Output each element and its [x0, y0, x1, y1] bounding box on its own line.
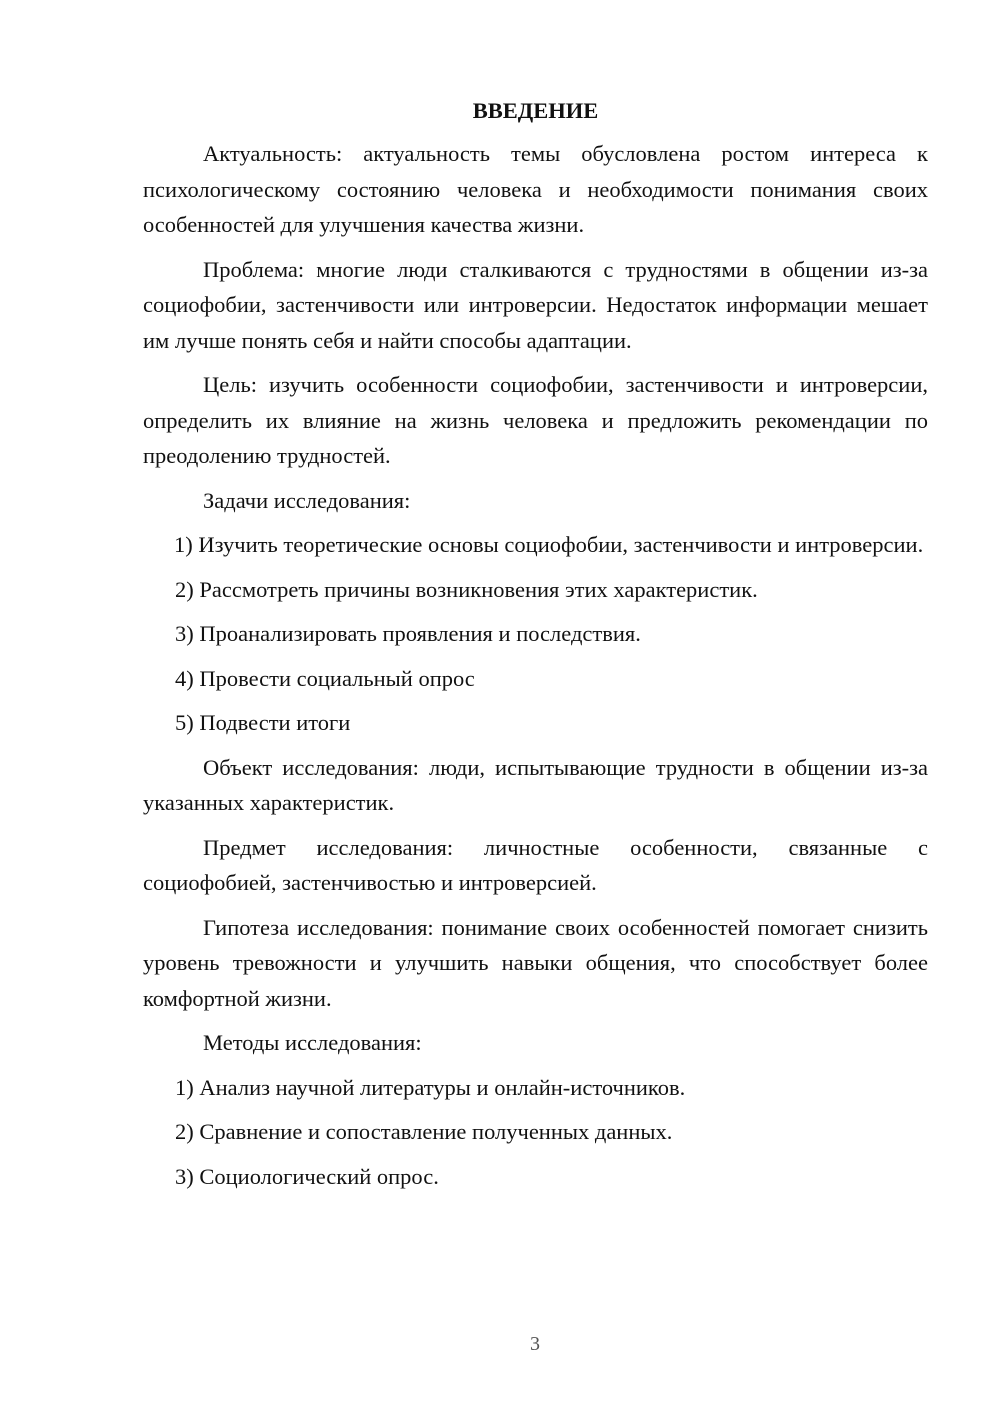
method-item: 3) Социологический опрос. — [175, 1163, 439, 1189]
object-paragraph: Объект исследования: люди, испытывающие трудности в общении из-за указанных характеристик. — [143, 754, 928, 815]
document-page — [143, 96, 928, 1203]
relevance-paragraph: Актуальность: актуальность темы обусловлена ростом интереса к психологическому состоянию человека и необходимости понимания своих особенностей для улучшения качества жизни. — [143, 141, 928, 237]
goal-paragraph: Цель: изучить особенности социофобии, застенчивости и интроверсии, определить их влияние на жизнь человека и предложить рекомендации по преодолению трудностей. — [143, 372, 928, 468]
tasks-heading: Задачи исследования: — [203, 487, 411, 513]
task-item: 1) Изучить теоретические основы социофобии, застенчивости и интроверсии. — [174, 532, 924, 557]
task-item: 2) Рассмотреть причины возникновения этих характеристик. — [175, 576, 758, 602]
hypothesis-paragraph: Гипотеза исследования: понимание своих особенностей помогает снизить уровень тревожности и улучшить навыки общения, что способствует более комфортной жизни. — [143, 914, 928, 1011]
method-item: 1) Анализ научной литературы и онлайн-источников. — [175, 1074, 686, 1100]
task-item: 4) Провести социальный опрос — [175, 665, 475, 691]
task-item: 3) Проанализировать проявления и последствия. — [175, 621, 641, 646]
methods-heading: Методы исследования: — [203, 1030, 422, 1055]
page-number: 3 — [530, 1333, 540, 1355]
subject-paragraph: Предмет исследования: личностные особенности, связанные с социофобией, застенчивостью и интроверсией. — [143, 834, 928, 895]
task-item: 5) Подвести итоги — [175, 710, 351, 735]
problem-paragraph: Проблема: многие люди сталкиваются с трудностями в общении из-за социофобии, застенчивости или интроверсии. Недостаток информации мешает им лучше понять себя и найти способы адаптации. — [143, 256, 928, 353]
section-heading: ВВЕДЕНИЕ — [472, 98, 599, 123]
method-item: 2) Сравнение и сопоставление полученных данных. — [175, 1119, 673, 1144]
